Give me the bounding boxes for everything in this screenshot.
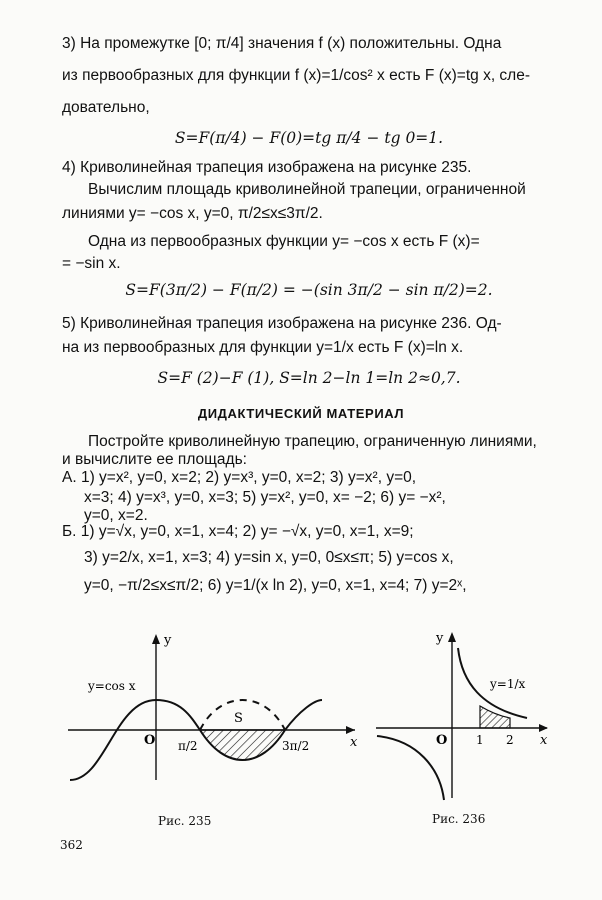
formula-line: S=F(π/4) − F(0)=tg π/4 − tg 0=1. xyxy=(174,129,444,147)
text-line: линиями y= −cos x, y=0, π/2≤x≤3π/2. xyxy=(62,205,323,222)
curve-label: y=cos x xyxy=(88,679,136,693)
text-line: Вычислим площадь криволинейной трапеции, ограниченной xyxy=(88,181,526,198)
exercise-line: А. 1) y=x², y=0, x=2; 2) y=x³, y=0, x=2; 3) y=x², y=0, xyxy=(62,469,417,486)
formula-line: S=F(3π/2) − F(π/2) = −(sin 3π/2 − sin π/2)=2. xyxy=(125,281,493,299)
figure-236-caption: Рис. 236 xyxy=(432,812,486,826)
x-axis-label: x xyxy=(350,735,358,750)
section-heading: ДИДАКТИЧЕСКИЙ МАТЕРИАЛ xyxy=(197,406,405,421)
region-label: S xyxy=(234,711,243,726)
y-axis-label: y xyxy=(164,633,172,648)
text-line: 3) На промежутке [0; π/4] значения f (x) положительны. Одна xyxy=(62,35,502,52)
figure-236-hyperbola-graph xyxy=(372,628,552,804)
text-line: = −sin x. xyxy=(62,255,121,272)
exercise-line: y=0, −π/2≤x≤π/2; 6) y=1/(x ln 2), y=0, x=1, x=4; 7) y=2ˣ, xyxy=(84,577,467,594)
tick-label: 2 xyxy=(506,733,514,747)
text-line: 4) Криволинейная трапеция изображена на рисунке 235. xyxy=(62,159,472,176)
text-line: из первообразных для функции f (x)=1/cos² x есть F (x)=tg x, сле- xyxy=(62,67,531,84)
origin-label: O xyxy=(144,733,156,748)
text-line: Одна из первообразных функции y= −cos x есть F (x)= xyxy=(88,233,480,250)
tick-label: 1 xyxy=(476,733,484,747)
exercise-line: x=3; 4) y=x³, y=0, x=3; 5) y=x², y=0, x= −2; 6) y= −x², xyxy=(84,489,446,506)
hatched-area xyxy=(480,706,510,728)
figure-235-caption: Рис. 235 xyxy=(158,814,212,828)
curve-label: y=1/x xyxy=(490,677,526,691)
formula-line: S=F (2)−F (1), S=ln 2−ln 1=ln 2≈0,7. xyxy=(157,369,461,387)
exercise-line: 3) y=2/x, x=1, x=3; 4) y=sin x, y=0, 0≤x≤π; 5) y=cos x, xyxy=(84,549,454,566)
origin-label: O xyxy=(436,733,448,748)
y-axis-label: y xyxy=(436,631,444,646)
hyperbola-left-branch xyxy=(377,736,444,800)
exercise-line: y=0, x=2. xyxy=(84,507,148,524)
figure-235-cosine-graph xyxy=(60,630,360,790)
text-line: и вычислите ее площадь: xyxy=(62,451,247,468)
tick-label: 3π/2 xyxy=(282,739,310,753)
text-line: на из первообразных для функции y=1/x есть F (x)=ln x. xyxy=(62,339,464,356)
exercise-line: Б. 1) y=√x, y=0, x=1, x=4; 2) y= −√x, y=0, x=1, x=9; xyxy=(62,523,414,540)
page-number: 362 xyxy=(60,838,83,852)
x-axis-label: x xyxy=(540,733,548,748)
text-line: довательно, xyxy=(62,99,150,116)
tick-label: π/2 xyxy=(178,739,198,753)
text-line: 5) Криволинейная трапеция изображена на рисунке 236. Од- xyxy=(62,315,502,332)
text-line: Постройте криволинейную трапецию, ограниченную линиями, xyxy=(88,433,537,450)
